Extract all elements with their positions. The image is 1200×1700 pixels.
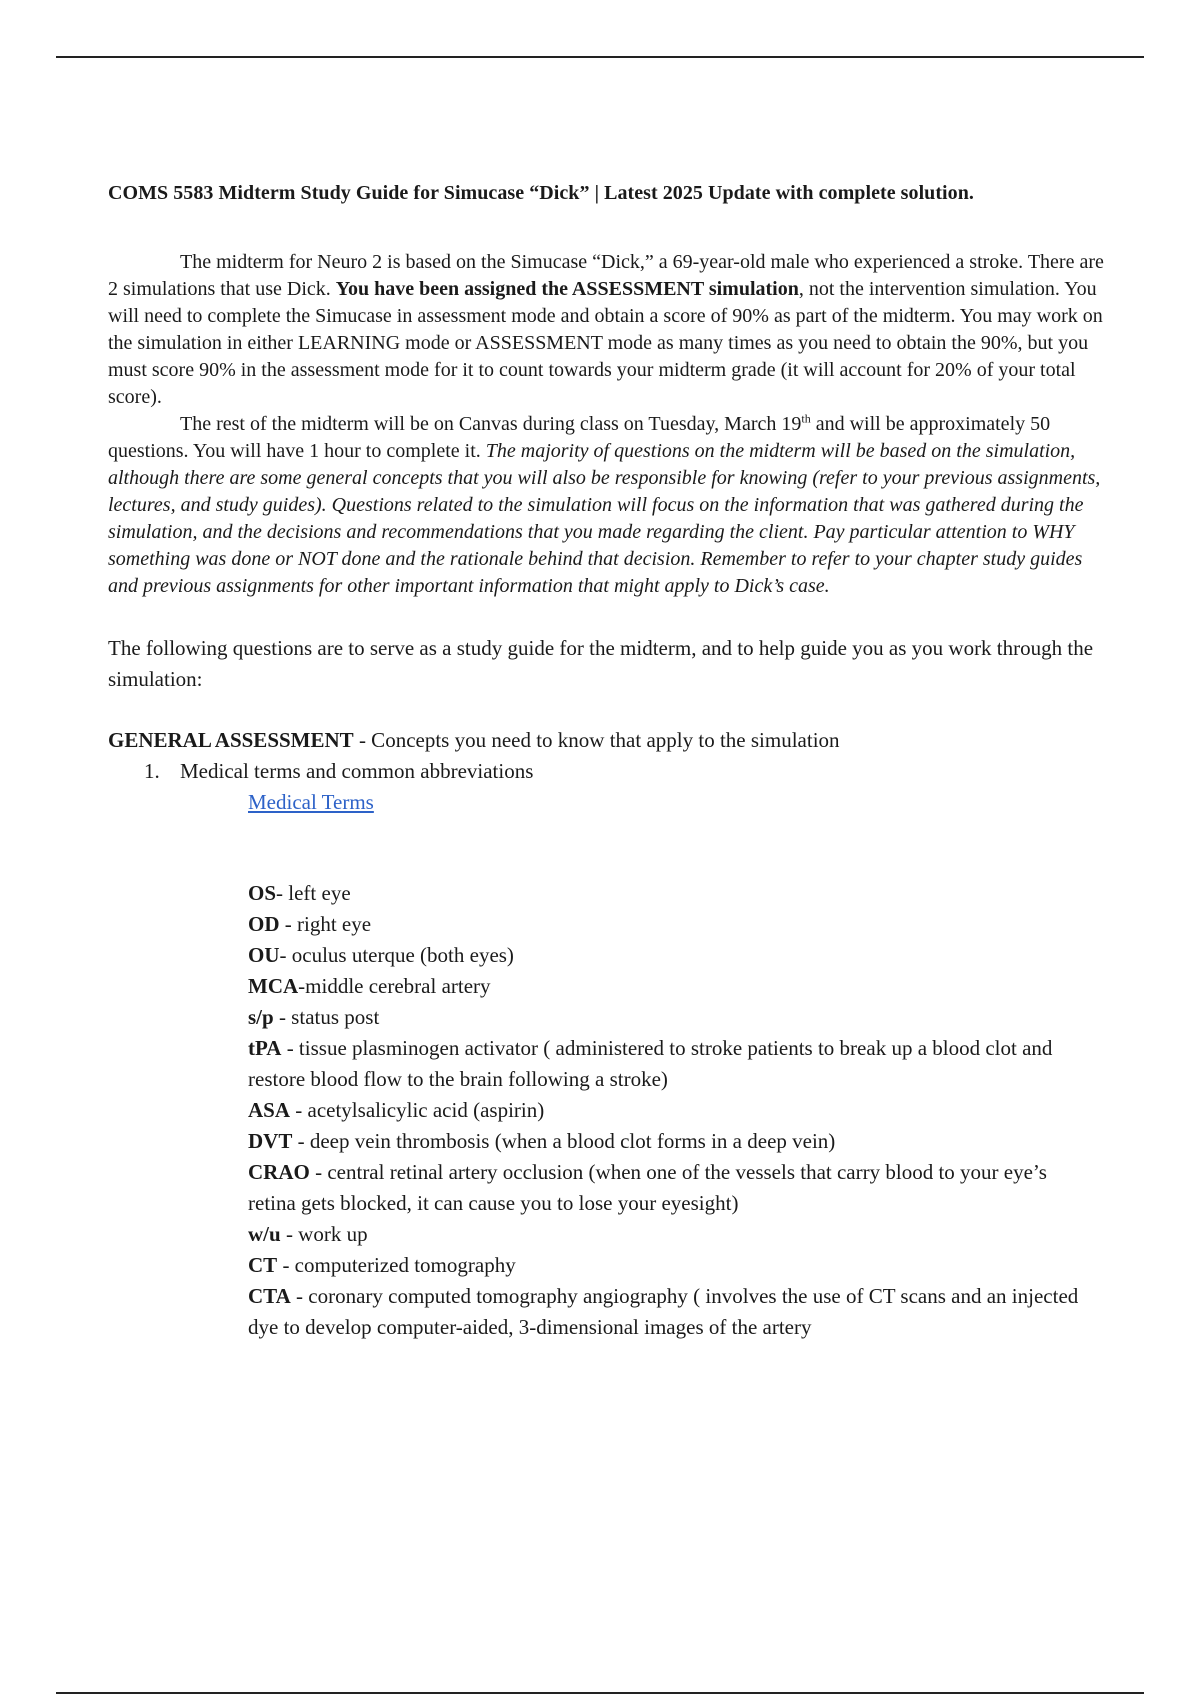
definition: - central retinal artery occlusion (when one of the vessels that carry blood to your eye’s retina gets blocked, it can cause you to lose your eyesight) (248, 1160, 1047, 1215)
abbreviation-item (248, 1095, 1088, 1126)
abbreviation-item (248, 1126, 1088, 1157)
definition: - right eye (279, 912, 372, 936)
abbreviation-item (248, 971, 1088, 1002)
abbreviation-item (248, 1157, 1088, 1219)
midterm-details-paragraph (108, 411, 1108, 600)
bottom-rule (56, 1692, 1144, 1694)
abbreviation-item (248, 1033, 1088, 1095)
details-italic-text: The majority of questions on the midterm will be based on the simulation, although there are some general concepts that you will also be responsible for knowing (refer to your previous assignments, lectures, and study guides). Questions related to the simulation will focus on the information that was gathered during the simulation, and the decisions and recommendations that you made regarding the client. Pay particular attention to WHY something was done or NOT done and the rationale behind that decision. Remember to refer to your chapter study guides and previous assignments for other important information that might apply to Dick’s case. (108, 440, 1101, 597)
abbreviation-item (248, 878, 1088, 909)
definition: - deep vein thrombosis (when a blood clot forms in a deep vein) (292, 1129, 836, 1153)
abbreviation: MCA (248, 974, 299, 998)
intro-text-b: , not the intervention simulation. You will need to complete the Simucase in assessment mode and obtain a score of 90% as part of the midterm. You may work on the simulation in either LEARNING mode or ASSESSMENT mode as many times as you need to obtain the 90%, but you must score 90% in the assessment mode for it to count towards your midterm grade (it will account for 20% of your total score). (108, 278, 1103, 408)
definition: - work up (280, 1222, 368, 1246)
study-guide-paragraph: The following questions are to serve as a study guide for the midterm, and to help guide you as you work through the simulation: (108, 636, 1094, 691)
definition: - acetylsalicylic acid (aspirin) (290, 1098, 545, 1122)
list-item-number: 1. (144, 759, 160, 783)
concept-list (108, 756, 1108, 787)
intro-bold-text: You have been assigned the ASSESSMENT simulation (335, 278, 799, 300)
intro-paragraph (108, 249, 1108, 411)
details-text-a: The rest of the midterm will be on Canvas during class on Tuesday, March 19 (180, 413, 802, 435)
definition: - status post (273, 1005, 380, 1029)
list-item (108, 756, 1108, 787)
definition: - oculus uterque (both eyes) (279, 943, 514, 967)
details-superscript: th (801, 411, 811, 426)
abbreviation: CTA (248, 1284, 291, 1308)
abbreviation: w/u (248, 1222, 281, 1246)
document-title: COMS 5583 Midterm Study Guide for Simucase “Dick” | Latest 2025 Update with complete solution. (108, 182, 974, 204)
details-text-b: and will be approximately 50 questions. You will have 1 hour to complete it. (108, 413, 1051, 462)
abbreviation: s/p (248, 1005, 274, 1029)
abbreviation: OD (248, 912, 280, 936)
intro-text-a: The midterm for Neuro 2 is based on the Simucase “Dick,” a 69-year-old male who experienced a stroke. There are 2 simulations that use Dick. (108, 251, 1104, 300)
abbreviation-item (248, 1219, 1088, 1250)
abbreviation-item (248, 940, 1088, 971)
definition: - computerized tomography (277, 1253, 516, 1277)
document-page (108, 182, 1108, 1343)
list-item-text: Medical terms and common abbreviations (180, 759, 534, 783)
abbreviation: OU (248, 943, 280, 967)
definition: - coronary computed tomography angiography ( involves the use of CT scans and an injected dye to develop computer-aided, 3-dimensional images of the artery (248, 1284, 1079, 1339)
abbreviation-item (248, 1281, 1088, 1343)
abbreviation-item (248, 1002, 1088, 1033)
abbreviation: OS (248, 881, 277, 905)
section-heading (108, 725, 1108, 756)
abbreviation-item (248, 1250, 1088, 1281)
abbreviation-list (248, 878, 1088, 1343)
definition: -middle cerebral artery (298, 974, 491, 998)
definition: - tissue plasminogen activator ( administered to stroke patients to break up a blood clot and restore blood flow to the brain following a stroke) (248, 1036, 1053, 1091)
section-heading-rest: - Concepts you need to know that apply to the simulation (353, 728, 840, 752)
section-heading-bold: GENERAL ASSESSMENT (108, 728, 354, 752)
definition: - left eye (276, 881, 351, 905)
medical-terms-link[interactable]: Medical Terms (248, 790, 374, 814)
top-rule (56, 56, 1144, 58)
abbreviation: CT (248, 1253, 278, 1277)
abbreviation: tPA (248, 1036, 282, 1060)
abbreviation: ASA (248, 1098, 291, 1122)
abbreviation-item (248, 909, 1088, 940)
abbreviation: DVT (248, 1129, 293, 1153)
abbreviation: CRAO (248, 1160, 310, 1184)
